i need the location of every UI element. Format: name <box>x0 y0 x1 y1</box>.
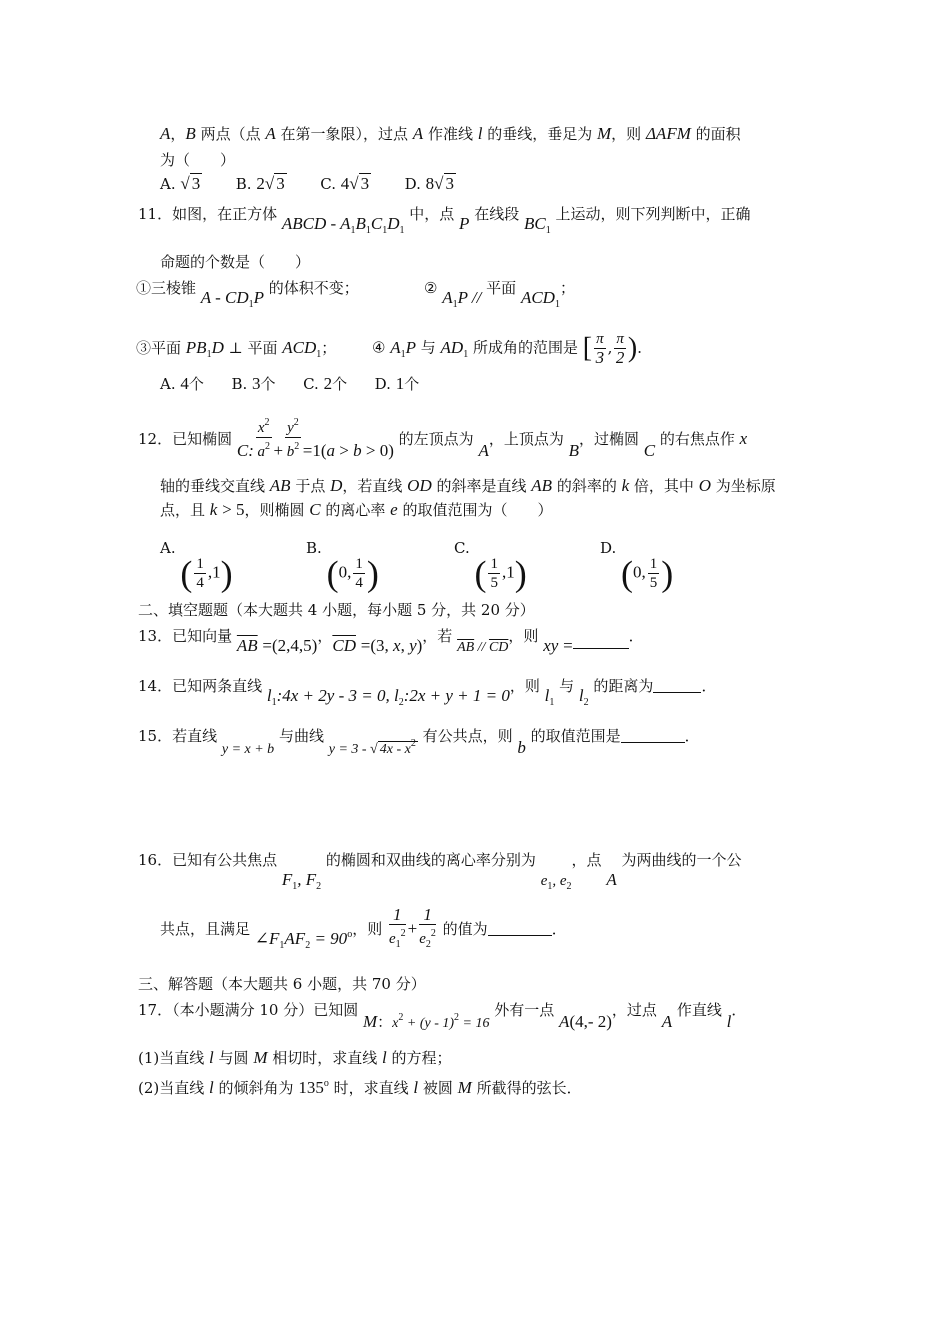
q11-option-c: C. 2个 <box>303 374 348 393</box>
q11-option-b: B. 3个 <box>231 374 276 393</box>
q10-option-b: B. 2√ 3 <box>235 174 285 193</box>
q17-part2: (2)当直线 l 的倾斜角为 135$^o$ 时，求直线 l 被圆 M 所截得的弦长． <box>138 1078 582 1097</box>
q12-line3: 点，且 k > 5，则椭圆 C 的离心率 e 的取值范围为（ ） <box>160 500 553 519</box>
q11-option-a: A. 4个 <box>160 374 204 393</box>
section-3-heading: 三、解答题（本大题共 6 小题，共 70 分） <box>138 975 426 993</box>
q11-item4: ④ $A_1P$ 与 $AD_1$ 所成角的范围是 [ $\frac{\pi}{3}$ , $\frac{\pi}{2}$ )． <box>372 331 653 367</box>
q12-option-b: B. (0, $\frac{1}{4}$ ) <box>306 539 379 593</box>
q10-line1: A，B 两点（点 A 在第一象限），过点 A 作准线 l 的垂线，垂足为 M，则 ΔAFM 的面积 <box>160 124 741 143</box>
q17-part1: (1)当直线 l 与圆 M 相切时，求直线 l 的方程； <box>138 1048 452 1067</box>
q11-item3: ③平面 $PB_1D$ ⊥ 平面 $ACD_1$； <box>136 338 337 360</box>
q11-options <box>160 374 419 394</box>
q12-line1: 12．已知椭圆 C: $\frac{x^2}{a^2}$ + $\frac{y^2}{b^2}$ =1(a > b > 0) 的左顶点为 A，上顶点为 B，过椭圆 C 的右焦点作 x <box>138 414 747 461</box>
q11-line1: 11．如图，在正方体 ABCD - $A_1B_1C_1D_1$ 中，点 P 在线段 $BC_1$ 上运动，则下列判断中，正确 <box>138 205 751 236</box>
q12-option-d: D. (0, $\frac{1}{5}$ ) <box>600 539 674 593</box>
q16-line2: 共点，且满足 $\angle F_1AF_2 = 90^o$，则 $\frac{1}{e_1^2}$ + $\frac{1}{e_2^2}$ 的值为 ． <box>160 905 567 951</box>
q14: 14．已知两条直线 $l_1:4x + 2y - 3 = 0$, $l_2:2x + y + 1 = 0$，则 $l_1$ 与 $l_2$ 的距离为 ． <box>138 677 717 708</box>
q13: 13．已知向量 $\overline{AB} =(2,4,5)$，$\overline{CD} =(3$, x, y)，若 $\overline{AB} // \overline{CD}$，则 xy = ． <box>138 627 644 655</box>
q11-item1: ①三棱锥 A - $CD_1P$ 的体积不变； <box>136 279 359 310</box>
q10-option-a: A. √ 3 <box>160 174 201 193</box>
q16-line1: 16．已知有公共焦点 $F_1$, $F_2$ 的椭圆和双曲线的离心率分别为 $e_1$, $e_2$，点 A 为两曲线的一个公 <box>138 851 742 892</box>
q10-option-c: C. 4√ 3 <box>320 174 370 193</box>
q11-line2: 命题的个数是（ ） <box>160 253 311 271</box>
q12-option-a: A. ( $\frac{1}{4}$ ,1) <box>160 539 233 593</box>
q15: 15．若直线 y = x + b 与曲线 y = 3 - √ $4x - x^2$ 有公共点，则 b 的取值范围是 ． <box>138 727 700 757</box>
q17-line1: 17．（本小题满分 10 分）已知圆 M：$x^2 + (y - 1)^2 = 16$ 外有一点 A(4,- 2)，过点 A 作直线 l． <box>138 1001 747 1031</box>
q11-option-d: D. 1个 <box>374 374 420 393</box>
q12-option-c: C. ( $\frac{1}{5}$ ,1) <box>454 539 527 593</box>
section-2-heading: 二、填空题题（本大题共 4 小题，每小题 5 分，共 20 分） <box>138 601 535 619</box>
q10-options <box>160 174 456 194</box>
q12-line2: 轴的垂线交直线 AB 于点 D，若直线 OD 的斜率是直线 AB 的斜率的 k 倍，其中 O 为坐标原 <box>160 476 776 495</box>
q10-option-d: D. 8√ 3 <box>404 174 455 193</box>
q10-line2: 为（ ） <box>160 151 236 169</box>
q11-item2: ② $A_1P$ // 平面 $ACD_1$； <box>424 279 575 310</box>
